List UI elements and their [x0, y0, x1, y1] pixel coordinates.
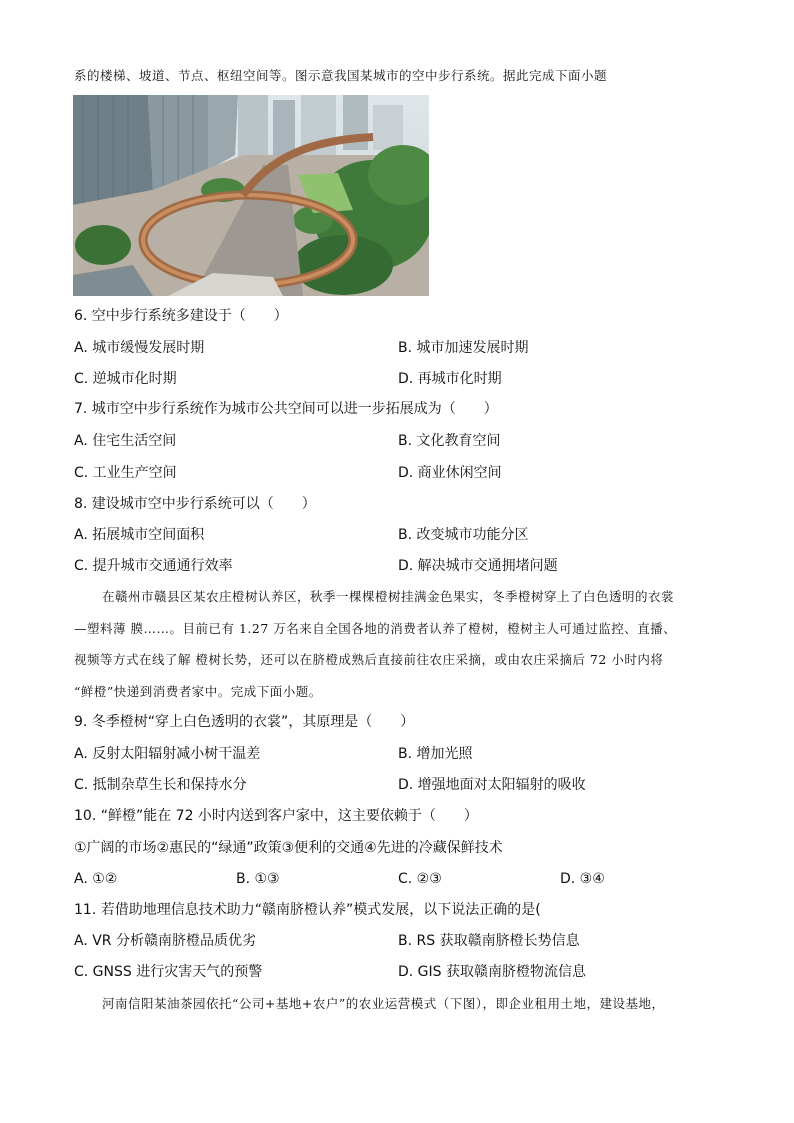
question-8-stem: 8. 建设城市空中步行系统可以（ ） — [74, 496, 316, 512]
question-10-items: ①广阔的市场②惠民的“绿通”政策③便利的交通④先进的冷藏保鲜技术 — [74, 840, 503, 856]
question-11-option-a[interactable]: A. VR 分析赣南脐橙品质优劣 — [74, 933, 256, 949]
question-8-option-a[interactable]: A. 拓展城市空间面积 — [74, 527, 205, 543]
skywalk-photo — [73, 95, 429, 296]
question-11-stem: 11. 若借助地理信息技术助力“赣南脐橙认养”模式发展，以下说法正确的是( — [74, 902, 541, 918]
question-8-option-b[interactable]: B. 改变城市功能分区 — [398, 527, 529, 543]
question-8-option-d[interactable]: D. 解决城市交通拥堵问题 — [398, 558, 558, 574]
question-11-option-c[interactable]: C. GNSS 进行灾害天气的预警 — [74, 964, 263, 980]
question-10-option-b[interactable]: B. ①③ — [236, 871, 280, 887]
question-7-option-b[interactable]: B. 文化教育空间 — [398, 433, 501, 449]
question-6-stem: 6. 空中步行系统多建设于（ ） — [74, 308, 288, 324]
intro-text-3: 河南信阳某油茶园依托“公司+基地+农户”的农业运营模式（下图），即企业租用土地，建设基地， — [102, 996, 665, 1011]
intro-text-2-line-2: —塑料薄 膜……。目前已有 1.27 万名来自全国各地的消费者认养了橙树，橙树主人可通过监控、直播、 — [74, 621, 677, 636]
question-8-option-c[interactable]: C. 提升城市交通通行效率 — [74, 558, 233, 574]
question-7-option-c[interactable]: C. 工业生产空间 — [74, 465, 177, 481]
question-11-option-b[interactable]: B. RS 获取赣南脐橙长势信息 — [398, 933, 580, 949]
question-7-option-d[interactable]: D. 商业休闲空间 — [398, 465, 502, 481]
intro-text-2-line-3: 视频等方式在线了解 橙树长势，还可以在脐橙成熟后直接前往农庄采摘，或由农庄采摘后 72 小时内将 — [74, 652, 664, 667]
question-7-stem: 7. 城市空中步行系统作为城市公共空间可以进一步拓展成为（ ） — [74, 401, 498, 417]
question-6-option-c[interactable]: C. 逆城市化时期 — [74, 371, 177, 387]
question-9-option-b[interactable]: B. 增加光照 — [398, 746, 473, 762]
question-10-option-d[interactable]: D. ③④ — [560, 871, 605, 887]
question-7-option-a[interactable]: A. 住宅生活空间 — [74, 433, 177, 449]
question-11-option-d[interactable]: D. GIS 获取赣南脐橙物流信息 — [398, 964, 586, 980]
question-6-option-b[interactable]: B. 城市加速发展时期 — [398, 340, 529, 356]
question-10-stem: 10. “鲜橙”能在 72 小时内送到客户家中，这主要依赖于（ ） — [74, 808, 478, 824]
intro-text-2-line-4: “鲜橙”快递到消费者家中。完成下面小题。 — [74, 684, 322, 699]
intro-text-2-line-1: 在赣州市赣县区某农庄橙树认养区，秋季一棵棵橙树挂满金色果实，冬季橙树穿上了白色透明的衣裳 — [102, 589, 675, 604]
question-6-option-d[interactable]: D. 再城市化时期 — [398, 371, 502, 387]
question-9-option-c[interactable]: C. 抵制杂草生长和保持水分 — [74, 777, 247, 793]
question-6-option-a[interactable]: A. 城市缓慢发展时期 — [74, 340, 205, 356]
question-9-stem: 9. 冬季橙树“穿上白色透明的衣裳”，其原理是（ ） — [74, 714, 415, 730]
intro-text-1: 系的楼梯、坡道、节点、枢纽空间等。图示意我国某城市的空中步行系统。据此完成下面小题 — [74, 68, 608, 83]
question-10-option-c[interactable]: C. ②③ — [398, 871, 442, 887]
question-10-option-a[interactable]: A. ①② — [74, 871, 118, 887]
question-9-option-a[interactable]: A. 反射太阳辐射减小树干温差 — [74, 746, 261, 762]
question-9-option-d[interactable]: D. 增强地面对太阳辐射的吸收 — [398, 777, 586, 793]
